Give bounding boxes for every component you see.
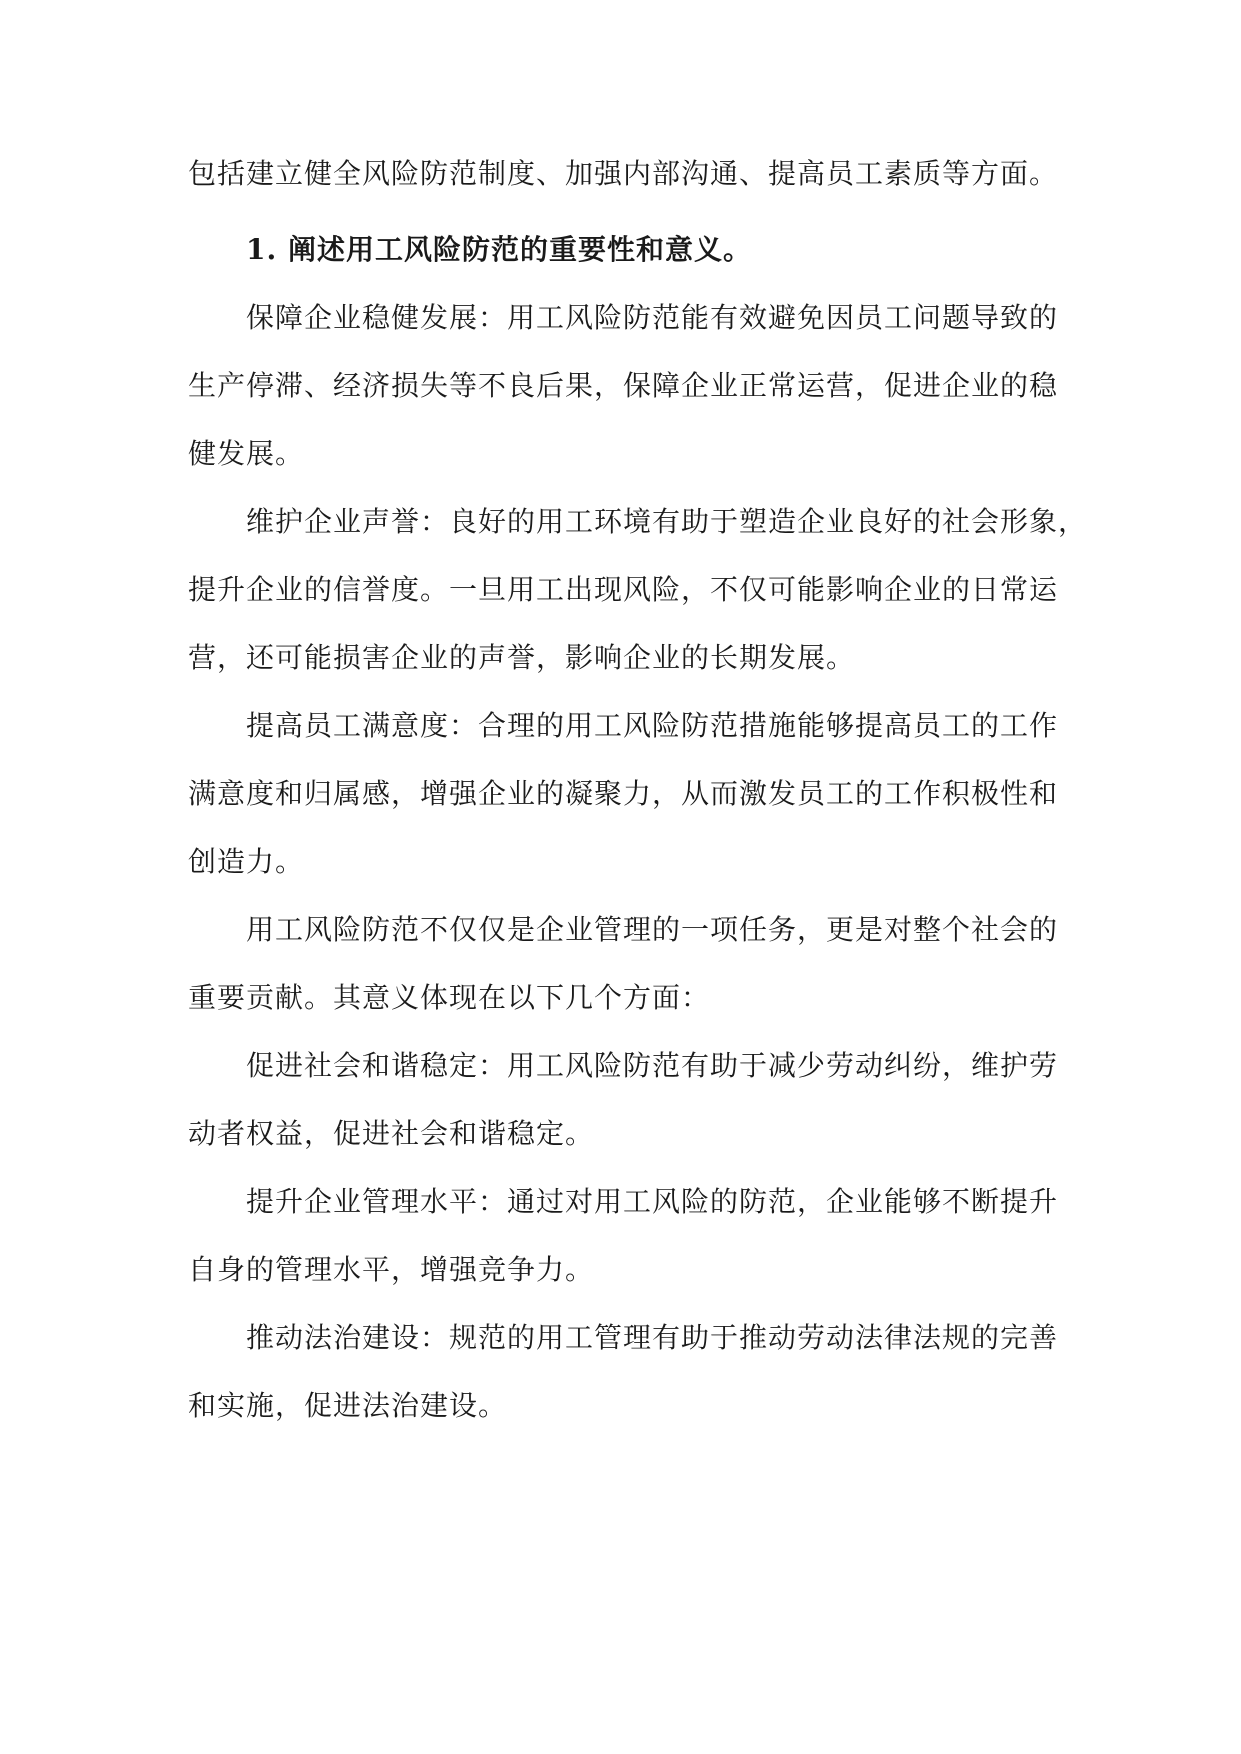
paragraph-1-line-1: 保障企业稳健发展：用工风险防范能有效避免因员工问题导致的 [246,301,1059,334]
paragraph-3-line-2: 满意度和归属感，增强企业的凝聚力，从而激发员工的工作积极性和 [188,777,1059,810]
paragraph-1-line-2: 生产停滞、经济损失等不良后果，保障企业正常运营，促进企业的稳 [188,369,1059,402]
paragraph-4-line-2: 重要贡献。其意义体现在以下几个方面： [188,981,711,1014]
paragraph-2-line-1: 维护企业声誉：良好的用工环境有助于塑造企业良好的社会形象， [246,505,1088,538]
paragraph-2-line-3: 营，还可能损害企业的声誉，影响企业的长期发展。 [188,641,856,674]
paragraph-7-line-1: 推动法治建设：规范的用工管理有助于推动劳动法律法规的完善 [246,1321,1059,1354]
paragraph-5-line-1: 促进社会和谐稳定：用工风险防范有助于减少劳动纠纷，维护劳 [246,1049,1059,1082]
paragraph-5-line-2: 动者权益，促进社会和谐稳定。 [188,1117,595,1150]
paragraph-6-line-1: 提升企业管理水平：通过对用工风险的防范，企业能够不断提升 [246,1185,1059,1218]
paragraph-1-line-3: 健发展。 [188,437,305,470]
paragraph-3-line-1: 提高员工满意度：合理的用工风险防范措施能够提高员工的工作 [246,709,1059,742]
section-heading: 1. 阐述用工风险防范的重要性和意义。 [246,233,752,266]
paragraph-3-line-3: 创造力。 [188,845,305,878]
paragraph-7-line-2: 和实施，促进法治建设。 [188,1389,508,1422]
paragraph-2-line-2: 提升企业的信誉度。一旦用工出现风险，不仅可能影响企业的日常运 [188,573,1059,606]
paragraph-6-line-2: 自身的管理水平，增强竞争力。 [188,1253,595,1286]
paragraph-4-line-1: 用工风险防范不仅仅是企业管理的一项任务，更是对整个社会的 [246,913,1059,946]
continuation-text: 包括建立健全风险防范制度、加强内部沟通、提高员工素质等方面。 [188,157,1059,190]
